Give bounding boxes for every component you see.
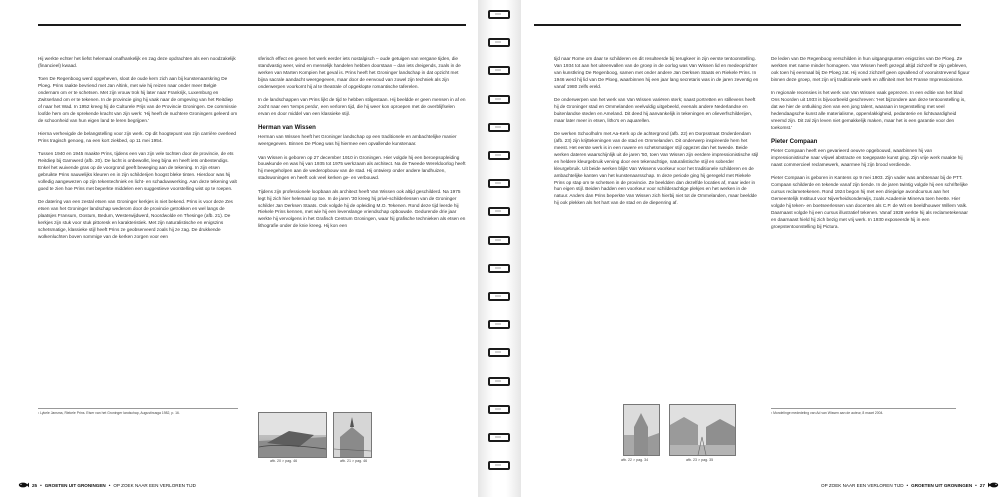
paragraph: Pieter Compaan is geboren in Kantens op 9 mei 1903. Zijn vader was ambtenaar bij de PTT. Compaan schilderde en tekende vanaf zijn tiende. In de jaren twintig volgde hij een schriftelijke cursus reclametekenen. Rond 1924 begon hij met een driejarige avondcursus aan het Gemeentelijk Instituut voor Nijverheidsonderwijs, zoals Academie Minerva toen heette. Hier volgde hij teken- en boetseerlessen van docenten als C.P. de Wit en beeldhouwer Willem Valk. Daarnaast volgde hij een cursus illustratief tekenen. Vanaf 1928 werkte hij als reclametekenaar en daarnaast hield hij zich bezig met vrij werk. In 1930 exposeerde hij in een groepstentoonstelling bij Pictura.: [771, 175, 968, 229]
caption: afb. 20 > pag. 46: [270, 459, 298, 463]
paragraph: Tijdens zijn professionele loopbaan als architect heeft Van Wissen ook altijd geschilderd. Na 1975 legt hij zich hier helemaal op toe. In de jaren '30 kreeg hij privé-schilderlessen van de Groninger schilder Jan Derksen Staats. Ook volgde hij de opleiding M.O. Tekenen. Rond deze tijd leerde hij Riekele Prins kennen, met wie hij een levenslange vriendschap opbouwde. Gedurende drie jaar werkte hij vervolgens in het Grafisch Centrum Groningen, waar hij grafische technieken als etsen en lithografie onder de knie kreeg. Hij kon een: [258, 188, 466, 229]
top-rule: [534, 24, 961, 26]
binding-ring: [488, 348, 510, 357]
page-number: 25: [32, 482, 38, 488]
paragraph: De onderwerpen van het werk van Van Wissen variëren sterk; naast portretten en stillevens heeft hij de Groninger stad en Ommelanden veelvuldig uitgebeeld, evenals andere Nederlandse en buitenlandse steden en Ameland. Dit deed hij aanvankelijk in tekeningen en olieverfschilderijen, maar later meer in etsen, litho's en aquarellen.: [554, 97, 756, 123]
paragraph: In regionale recensies is het werk van Van Wissen vaak geprezen. In een editie van het blad Ons Noorden uit 1933 is bijvoorbeeld geschreven: 'Het bijzondere aan deze tentoonstelling is, dat we hier de ontluiking zien van een jong talent, waaraan in tegenstelling met veel hedendaagsche kunst alle materialisme, oppervlakkigheid, pedanterie en lichtvaardigheid vreemd zijn. Dit zal zijn leven niet gemakkelijk maken, maar het is een garantie voor den toekomst.': [771, 90, 966, 130]
binding-ring: [488, 433, 510, 442]
paragraph: De datering van een zestal etsen van Groninger kerkjes is niet bekend. Prins is voor deze Zes etsen van het Groninger landschap wederom door de provincie getrokken en wel langs de plaatsjes Fransum, Oostum, Bedum, Westerwijdwerd, Noordwolde en Thesinge (afb. 21). De kerkjes zijn stuk voor stuk pittoresk en karakteristiek. Met zijn naturalistische en enigszins schetsmatige, klassieke stijl heeft Prins ze geobserveerd zoals hij ze zag. De drukkende wolkenluchten boven sommige van de kerken zorgen voor een: [38, 199, 233, 239]
binding-ring: [488, 264, 510, 273]
fish-logo-icon: [988, 482, 999, 488]
paragraph: De werken Schoolholm met Aa-Kerk op de achtergrond (afb. 22) en Dorpsstraat Onderdendam (afb. 23) zijn krijttekeningen van de stad en Ommelanden. Dit onderwerp inspireerde hem het meest. Het eerste werk is in een ruwere en schetsmatiger stijl opgezet dan het tweede. Beide werken dateren waarschijnlijk uit de jaren '50, toen Van Wissen zijn eerdere impressionistische stijl en heldere kleurgebruik verving door een tekenachtige, naturalistische stijl en soberder kleurgebruik. Uit beide werken blijkt Van Wissens voorkeur voor het traditionele schilderen en de ambachtelijke kanten van het kunstenaarsschap. In deze periode ging hij geregeld met Riekele Prins op stap om te schetsen in de provincie. Ze beeldden dan dezelfde locaties af, maar ieder in hun eigen stijl. Beiden hadden een voorkeur voor schilderachtige plekjes en het werken in de natuur. Anders dan Prins beperkte Van Wissen zich hierbij niet tot de Ommelanden, maar beeldde hij ook plekken als het hart van de stad en de diepenring af.: [554, 131, 759, 206]
binding-ring: [488, 377, 510, 386]
binding-ring: [488, 38, 510, 47]
fish-logo-icon: [18, 482, 29, 488]
artwork-thumbnail-22: [623, 404, 660, 456]
binding-ring: [488, 151, 510, 160]
binding-ring: [488, 320, 510, 329]
paragraph: Hierna verhevigde de belangstelling voor zijn werk. Op dit hoogtepunt van zijn carrière overleed Prins tragisch genoeg, na een kort ziekbed, op 11 mei 1954.: [38, 131, 237, 144]
section-heading: Herman van Wissen: [258, 124, 316, 132]
paragraph: Tussen 1940 en 1945 maakte Prins, tijdens een van zijn vele tochten door de provincie, de ets Reitdiep bij Garnwerd (afb. 20). De lucht is onbewolkt, leeg bijna en heeft iets onbestendigs. Enkel het wuivende gras op de voorgrond geeft beweging aan de tekening. In zijn etsen gebruikte Prins nauwelijks kleuren en in zijn schilderijen hoogst bleke tinten. Hierdoor was hij volledig aangewezen op zijn tekentechniek en licht- en schaduwwerking. Aan deze tekening valt goed te zien hoe Prins met beperkte middelen een suggestieve voorstelling wist op te roepen.: [38, 151, 237, 191]
footnote: ² Mondelinge mededeling van Ad van Wissen aan de auteur, 8 maart 2004.: [771, 411, 884, 415]
paragraph: Hij werkte echter het liefst helemaal onafhankelijk en zag deze opdrachten als een noodzakelijk (financieel) kwaad.: [38, 56, 236, 68]
separator: •: [40, 482, 42, 488]
binding-ring: [488, 95, 510, 104]
left-page: [0, 0, 478, 497]
book-title: GROETEN UIT GRONINGEN: [44, 482, 106, 488]
book-title: GROETEN UIT GRONINGEN: [911, 482, 973, 488]
paragraph: In de landschappen van Prins lijkt de tijd te hebben stilgestaan. Hij beeldde er geen mensen in af en zocht naar een 'temps perdu', een verloren tijd, die hij weer kon oproepen met de overblijfselen ervan en door middel van een klassieke stijl.: [258, 97, 466, 116]
paragraph: De leden van De Regenboog verschilden in hun uitgangspunten enigszins van De Ploeg. Ze werkten met name minder homogeen. Van Wissen heeft gezegd altijd zichzelf te zijn gebleven, ook toen hij eenmaal bij De Ploeg zat. Hij vond zichzelf geen opvallend of vooruitstrevend figuur binnen deze groep, met zijn vrij traditionele werk en affiniteit met het Franse Impressionisme.: [771, 56, 970, 82]
book-subtitle: OP ZOEK NAAR EEN VERLOREN TIJD: [821, 482, 904, 488]
binding-ring: [488, 10, 510, 19]
binding-ring: [488, 207, 510, 216]
caption: afb. 21 > pag. 46: [340, 459, 368, 463]
paragraph: Herman van Wissen heeft het Groninger landschap op een traditionele en ambachtelijke manier weergegeven. Binnen De Ploeg was hij hiermee een opvallende kunstenaar.: [258, 134, 457, 147]
binding-ring: [488, 292, 510, 301]
right-column-2: [771, 56, 971, 237]
book-subtitle: OP ZOEK NAAR EEN VERLOREN TIJD: [113, 482, 196, 488]
binding-ring: [488, 123, 510, 132]
binding-ring: [488, 179, 510, 188]
section-heading: Pieter Compaan: [771, 138, 818, 146]
paragraph: Pieter Compaan heeft een gevarieerd oeuvre opgebouwd, waarbinnen hij van impressionistische naar vrijwel abstracte en toegepaste kunst ging. Zijn vrije werk maakte hij naast commercieel reclamewerk, waarmee hij zijn brood verdiende.: [771, 148, 963, 167]
right-column-1: [554, 56, 761, 214]
left-column-1: [38, 56, 238, 247]
separator: •: [975, 482, 977, 488]
left-column-2: [258, 56, 466, 237]
page-footer: [18, 480, 196, 490]
separator: •: [906, 482, 909, 488]
page-number: 27: [979, 482, 985, 488]
binding-ring: [488, 66, 510, 75]
footnote-divider: [771, 408, 956, 409]
caption: afb. 23 > pag. 35: [686, 458, 714, 462]
paragraph: Van Wissen is geboren op 27 december 1910 in Groningen. Hier volgde hij een beroepsopleiding bouwkunde en was hij van 1935 tot 1975 werkzaam als architect. Na de Tweede Wereldoorlog heeft hij meegeholpen aan de wederopbouw van de stad. Hij ontwierp onder andere landhuizen, stadswoningen en heeft ook veel kerken ge- en verbouwd.: [258, 154, 466, 181]
paragraph: sferisch effect en geven het werk eerder iets nostalgisch – oude getuigen van vergane tijden, die standvastig weer, wind en menselijk handelen hebben doorstaan – dan iets dreigends, zoals in de werken van Marten Kompien het geval is. Prins heeft het Groninger landschap in dat opzicht met bijna sacrale aandacht weergegeven, maar door de eenvoud van zowel zijn techniek als zijn onderwerpen voorkomt hij al te theatrale of opgeklopte romantische taferelen.: [258, 56, 461, 89]
binding-ring: [488, 405, 510, 414]
right-page: [521, 0, 999, 497]
page-footer: [821, 480, 999, 490]
paragraph: Toen De Regenboog werd opgeheven, sloot de oude kern zich aan bij kunstenaarskring De Ploeg. Prins raakte bevriend met Jan Altink, met wie hij reizen naar onder meer België ondernam om er te schetsen. Met zijn vrouw trok hij later naar Frankrijk, Luxemburg en Zwitserland om er te tekenen. In de provincie ging hij vaak naar de omgeving van het Reitdiep of naar het Wad. In 1952 kreeg hij de Culturele Prijs van de Provincie Groningen. De commissie loofde hem om de sprekende kracht van zijn werk: 'Hij heeft de nuchtere Groningers geleerd om de schoonheid van hun eigen land te leren begrijpen.': [38, 76, 238, 123]
footnote: ¹ Lykele Jansma, Riekele Prins. Etser van het Groninger landschap, Augustinusga 1982, p. 16.: [38, 411, 180, 415]
binding-ring: [488, 236, 510, 245]
top-rule: [38, 24, 466, 26]
artwork-thumbnail-20: [258, 412, 327, 458]
caption: afb. 22 > pag. 34: [621, 458, 649, 462]
binding-ring: [488, 461, 510, 470]
artwork-thumbnail-21: [333, 412, 372, 458]
artwork-thumbnail-23: [669, 404, 736, 456]
separator: •: [108, 482, 111, 488]
paragraph: tijd naar Rome om daar te schilderen en dit resulteerde bij terugkeer in zijn eerste tentoonstelling. Van 1934 tot aan het uiteenvallen van de groep in de oorlog was Van Wissen lid en medeoprichter van kunstkring De Regenboog, samen met onder andere Jan Derksen Staats en Riekele Prins. In 1946 werd hij lid van De Ploeg, waarbinnen hij een jaar lang secretaris was in de jaren zeventig en vanaf 1980 zelfs ereld.: [554, 56, 759, 89]
footnote-divider: [38, 408, 238, 409]
